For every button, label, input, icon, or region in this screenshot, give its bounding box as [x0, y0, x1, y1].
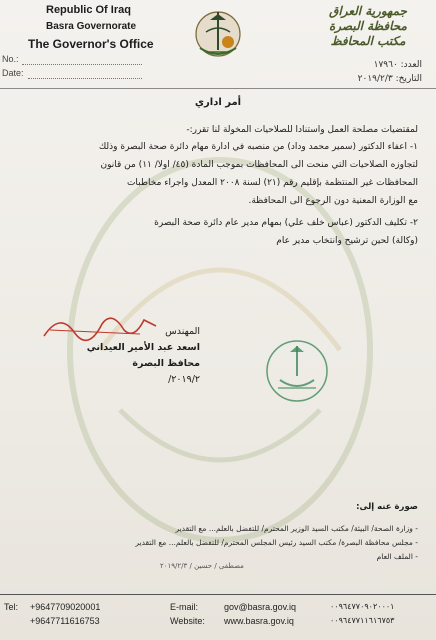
- number-line: [22, 64, 142, 65]
- body-line-1: لمقتضيات مصلحة العمل واستنادا للصلاحيات المخولة لنا تقرر:-: [186, 125, 418, 135]
- header-divider: [0, 88, 436, 89]
- number-ar: العدد: ١٧٩٦٠: [373, 60, 422, 70]
- header-arabic: [308, 4, 428, 49]
- signature-position: محافظ البصرة: [132, 358, 200, 369]
- header-ar-republic: جمهورية العراق: [329, 4, 407, 18]
- footer-tel-label: Tel:: [4, 602, 19, 612]
- footer-email: gov@basra.gov.iq: [224, 602, 297, 612]
- body-line-6: ٢- تكليف الدكتور (عباس خلف علي) بمهام مدير عام دائرة صحة البصرة: [154, 218, 418, 228]
- header-governorate: Basra Governorate: [46, 21, 137, 32]
- number-label-en: No.:: [2, 54, 19, 64]
- footer-website-label: Website:: [170, 616, 205, 626]
- date-label-en: Date:: [2, 68, 24, 78]
- body-line-3: لتجاوزه الصلاحيات التي منحت الى المحافظات بموجب المادة (٤٥/ اولا/ ١١) من قانون: [100, 160, 418, 170]
- date-ar: التاريخ: ٢٠١٩/٢/٣: [357, 74, 422, 84]
- typist-meta: مصطفى / حسين / ٢٠١٩/٢/٣: [160, 562, 244, 570]
- document-title: أمر اداري: [194, 97, 242, 108]
- cc-title: صورة عنه إلى:: [356, 502, 418, 512]
- footer-tel-2: +9647711616753: [30, 616, 100, 626]
- cc-item-3: - الملف العام: [376, 552, 418, 561]
- governor-stamp: [262, 336, 332, 406]
- header-republic: Republic Of Iraq: [46, 4, 131, 16]
- cc-item-1: - وزارة الصحة/ البيئة/ مكتب السيد الوزير المحترم/ للتفضل بالعلم... مع التقدير: [175, 524, 418, 533]
- body-line-7: (وكالة) لحين ترشيح وانتخاب مدير عام: [276, 236, 418, 246]
- date-line: [28, 78, 142, 79]
- footer-website: www.basra.gov.iq: [224, 616, 294, 626]
- signature-scribble: [40, 306, 160, 346]
- cc-item-2: - مجلس محافظة البصرة/ مكتب السيد رئيس المجلس المحترم/ للتفضل بالعلم... مع التقدير: [135, 538, 418, 547]
- body-line-2: ١- اعفاء الدكتور (سمير محمد وداد) من منصبه في ادارة مهام دائرة صحة البصرة وذلك: [98, 142, 418, 152]
- footer-email-label: E-mail:: [170, 602, 199, 612]
- header-ar-governorate: محافظة البصرة: [329, 19, 407, 33]
- signature-date: ٢٠١٩/٢/: [168, 374, 200, 385]
- footer-divider: [0, 594, 436, 595]
- body-line-4: المحافظات غير المنتظمة بإقليم رقم (٢١) لسنة ٢٠٠٨ المعدل واجراء مخاطبات: [126, 178, 418, 188]
- footer-tel-1: +9647709020001: [30, 602, 101, 612]
- signature-name: اسعد عبد الأمير العيداني: [86, 342, 200, 353]
- header-office: The Governor's Office: [28, 37, 154, 51]
- signature-title: المهندس: [165, 326, 200, 337]
- footer-ar-phone-2: ٠٠٩٦٤٧٧١١٦١٦٧٥٣: [330, 616, 395, 625]
- body-line-5: مع الوزارة المعنية دون الرجوع الى المحافظة.: [248, 196, 418, 206]
- footer: [0, 596, 436, 640]
- header-ar-office: مكتب المحافظ: [330, 34, 406, 48]
- footer-ar-phone-1: ٠٠٩٦٤٧٧٠٩٠٢٠٠٠١: [330, 602, 395, 611]
- governorate-emblem-icon: [186, 4, 250, 66]
